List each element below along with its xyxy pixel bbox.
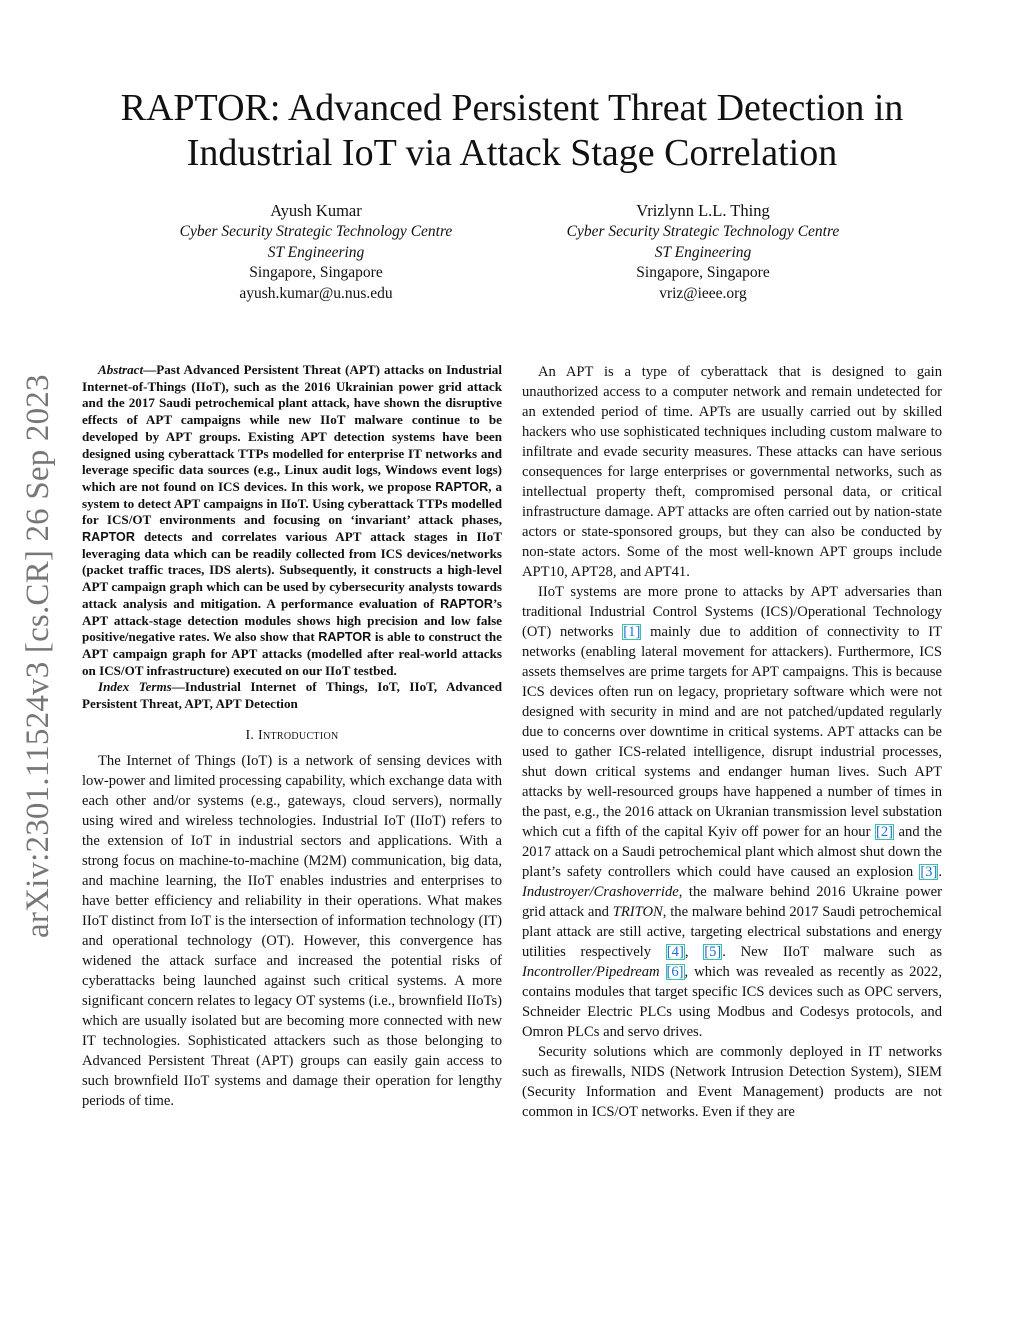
index-terms-label: Index Terms — [98, 679, 172, 695]
abstract-text-3: detects and correlates various APT attack stages in IIoT leveraging data which can be readily collected from ICS devices/networks (packet traffic traces, IDS alerts). Subsequently, it constructs a high-level APT campaign graph which can be used by cybersecurity analysts towards attack analysis and mitigation. A performance evaluation of — [82, 529, 502, 611]
right-paragraph-2 — [522, 582, 942, 1042]
paragraph-text — [660, 964, 666, 980]
index-terms-dash: — — [171, 679, 185, 695]
citation-link[interactable]: [4] — [666, 944, 684, 960]
author-location: Singapore, Singapore — [636, 264, 770, 282]
abstract — [82, 362, 502, 679]
right-column — [522, 362, 942, 1122]
paragraph-text: , the malware behind 2016 Ukraine power grid attack and — [522, 884, 942, 920]
index-terms — [82, 679, 502, 712]
abstract-text-5: is able to construct the APT campaign graph for APT attacks (modelled after real-world attacks on ICS/OT infrastructure) executed on our IIoT testbed. — [82, 629, 502, 678]
section-heading-introduction: I. Introduction — [245, 727, 339, 743]
author-block-1 — [126, 201, 506, 305]
system-name: RAPTOR — [318, 630, 372, 645]
right-paragraph-1: An APT is a type of cyberattack that is designed to gain unauthorized access to a computer network and remain undetected for an extended period of time. APTs are usually carried out by skilled hackers who use sophisticated techniques including custom malware to infiltrate and evade security measures. These attacks can have serious consequences for large enterprises or governmental networks, such as intellectual property theft, compromised personal data, or critical infrastructure damage. APT attacks are often carried out by nation-state actors or state-sponsored groups, but they can also be conducted by non-state actors. Some of the most well-known APT groups include APT10, APT28, and APT41. — [522, 364, 942, 580]
author-email[interactable]: vriz@ieee.org — [659, 285, 747, 303]
author-name: Ayush Kumar — [270, 201, 362, 220]
paragraph-text: . — [938, 864, 942, 880]
left-column — [82, 362, 502, 1111]
paragraph-text: , which was revealed as recently as 2022, contains modules that target specific ICS devices such as OPC servers, Schneider Electric PLCs using Modbus and Codesys protocols, and Omron PLCs and servo drives. — [522, 964, 942, 1040]
citation-link[interactable]: [5] — [704, 944, 722, 960]
system-name: RAPTOR — [435, 479, 489, 494]
system-name: RAPTOR — [440, 596, 494, 611]
abstract-label: Abstract — [98, 362, 144, 377]
paragraph-text: , — [684, 944, 704, 960]
system-name: RAPTOR — [82, 530, 135, 545]
paragraph-text: , the malware behind 2017 Saudi petrochemical plant attack are still active, targeting electrical substations and energy utilities respectively — [522, 904, 942, 960]
intro-paragraph-1: The Internet of Things (IoT) is a network of sensing devices with low-power and limited processing capability, which exchange data with each other and/or systems (e.g., gateways, cloud servers), normally using wired and wireless technologies. Industrial IoT (IIoT) refers to the extension of IoT in industrial sectors and applications. With a strong focus on machine-to-machine (M2M) communication, big data, and machine learning, the IIoT enables industries and enterprises to have better efficiency and reliability in their operations. What makes IIoT distinct from IoT is the intersection of information technology (IT) and operational technology (OT). However, this convergence has widened the attack surface and increased the potential risks of cyberattacks being launched against such critical systems. A more significant concern relates to legacy OT systems (i.e., brownfield IIoTs) which are usually isolated but are becoming more connected with new IT technologies. Sophisticated attackers such as those belonging to Advanced Persistent Threat (APT) groups can easily gain access to such brownfield IIoT systems and damage their operation for lengthy periods of time. — [82, 752, 502, 1109]
citation-link[interactable]: [3] — [920, 864, 938, 880]
author-affiliation: Cyber Security Strategic Technology Centre — [566, 222, 840, 240]
author-location: Singapore, Singapore — [249, 264, 383, 282]
paper-title: RAPTOR: Advanced Persistent Threat Detection in Industrial IoT via Attack Stage Correlation — [120, 87, 904, 174]
author-organization: ST Engineering — [267, 243, 365, 261]
abstract-text-2: , a system to detect APT campaigns in IIoT. Using cyberattack TTPs modelled for ICS/OT environments and focusing on ‘invariant’ attack phases, — [82, 478, 503, 528]
citation-link[interactable]: [2] — [875, 824, 894, 840]
author-email[interactable]: ayush.kumar@u.nus.edu — [239, 285, 393, 303]
malware-name: TRITON — [612, 904, 663, 920]
index-terms-text: Industrial Internet of Things, IoT, IIoT, Advanced Persistent Threat, APT, APT Detection — [82, 679, 502, 712]
malware-name: Incontroller/Pipedream — [522, 964, 660, 980]
abstract-text-1: Past Advanced Persistent Threat (APT) attacks on Industrial Internet-of-Things (IIoT), such as the 2016 Ukrainian power grid attack and the 2017 Saudi petrochemical plant attack, have shown the disruptive effects of APT campaigns while new IIoT malware continue to be developed by APT groups. Existing APT detection systems have been designed using cyberattack TTPs modelled for enterprise IT networks and leverage specific data sources (e.g., Linux audit logs, Windows event logs) which are not found on ICS devices. In this work, we propose — [82, 362, 502, 494]
author-name: Vrizlynn L.L. Thing — [636, 201, 770, 220]
author-organization: ST Engineering — [654, 243, 752, 261]
author-block-2 — [513, 201, 893, 305]
paragraph-text: mainly due to addition of connectivity to IT networks (enabling lateral movement for attackers). Furthermore, ICS assets themselves are prime targets for APT campaigns. This is because ICS devices often run on legacy, proprietary software which were not designed with security in mind and are not patched/updated regularly due to concerns over downtime in critical systems. APT attacks can be used to gather ICS-related intelligence, disrupt industrial processes, shut down critical systems and endanger human lives. Such APT attacks by well-resourced groups have happened a number of times in the past, e.g., the 2016 attack on Ukranian transmission level substation which cut a fifth of the capital Kyiv off power for an hour — [522, 624, 942, 840]
abstract-text-4: ’s APT attack-stage detection modules shows high precision and low false positive/negative rates. We also show that — [82, 595, 502, 645]
citation-link[interactable]: [1] — [623, 624, 641, 640]
paragraph-text: . New IIoT malware such as — [722, 944, 942, 960]
arxiv-identifier: arXiv:2301.11524v3 [cs.CR] 26 Sep 2023 — [20, 374, 56, 938]
citation-link[interactable]: [6] — [666, 964, 684, 980]
right-paragraph-3: Security solutions which are commonly deployed in IT networks such as firewalls, NIDS (Network Intrusion Detection System), SIEM (Security Information and Event Management) products are not common in ICS/OT networks. Even if they are — [522, 1044, 942, 1120]
abstract-dash: — — [143, 362, 157, 377]
author-affiliation: Cyber Security Strategic Technology Centre — [179, 222, 453, 240]
paragraph-text: IIoT systems are more prone to attacks by APT adversaries than traditional Industrial Control Systems (ICS)/Operational Technology (OT) networks — [522, 584, 942, 640]
malware-name: Industroyer/Crashoverride — [522, 884, 679, 900]
paragraph-text: and the 2017 attack on a Saudi petrochemical plant which almost shut down the plant’s safety controllers which could have caused an explosion — [522, 824, 943, 880]
